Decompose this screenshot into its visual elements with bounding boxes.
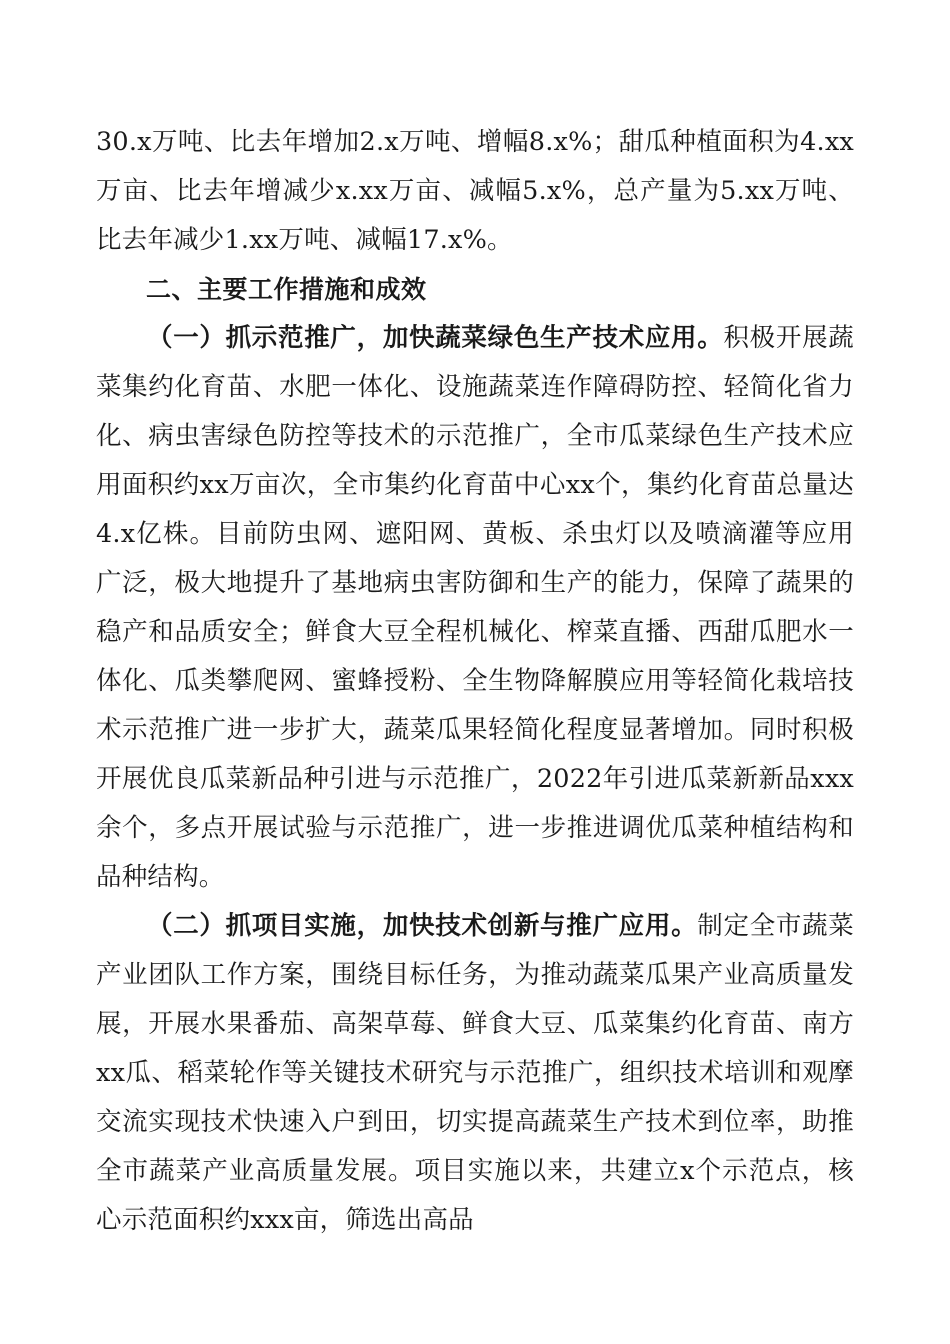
paragraph-continued: 30.x万吨、比去年增加2.x万吨、增幅8.x%；甜瓜种植面积为4.xx万亩、比去年增减少x.xx万亩、减幅5.x%，总产量为5.xx万吨、比去年减少1.xx万吨、减幅17.x%。 [96,127,854,255]
section-heading: 二、主要工作措施和成效 [146,275,427,304]
document-body [96,118,854,1245]
paragraph-subsection-one [96,314,854,902]
subsection-two-text: 制定全市蔬菜产业团队工作方案，围绕目标任务，为推动蔬菜瓜果产业高质量发展，开展水果番茄、高架草莓、鲜食大豆、瓜菜集约化育苗、南方xx瓜、稻菜轮作等关键技术研究与示范推广，组织技术培训和观摩交流实现技术快速入户到田，切实提高蔬菜生产技术到位率，助推全市蔬菜产业高质量发展。项目实施以来，共建立x个示范点，核心示范面积约xxx亩，筛选出高品 [96,911,854,1235]
subsection-two-lead: （二）抓项目实施，加快技术创新与推广应用。 [147,911,698,941]
paragraph-subsection-two [96,902,854,1245]
subsection-one-text: 积极开展蔬菜集约化育苗、水肥一体化、设施蔬菜连作障碍防控、轻简化省力化、病虫害绿色防控等技术的示范推广，全市瓜菜绿色生产技术应用面积约xx万亩次，全市集约化育苗中心xx个，集约化育苗总量达4.x亿株。目前防虫网、遮阳网、黄板、杀虫灯以及喷滴灌等应用广泛，极大地提升了基地病虫害防御和生产的能力，保障了蔬果的稳产和品质安全；鲜食大豆全程机械化、榨菜直播、西甜瓜肥水一体化、瓜类攀爬网、蜜蜂授粉、全生物降解膜应用等轻简化栽培技术示范推广进一步扩大，蔬菜瓜果轻简化程度显著增加。同时积极开展优良瓜菜新品种引进与示范推广，2022年引进瓜菜新新品xxx余个，多点开展试验与示范推广，进一步推进调优瓜菜种植结构和品种结构。 [96,323,854,892]
subsection-one-lead: （一）抓示范推广，加快蔬菜绿色生产技术应用。 [147,323,724,353]
